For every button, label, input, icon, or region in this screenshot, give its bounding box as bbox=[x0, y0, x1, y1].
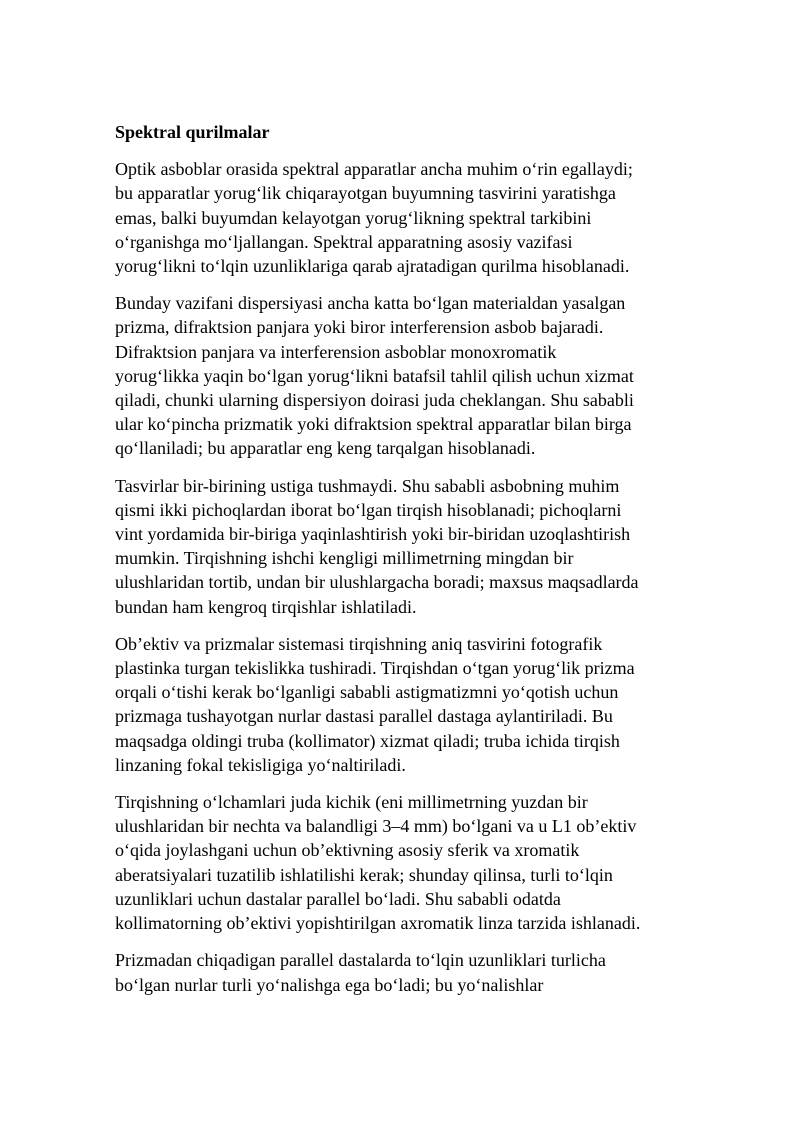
text-line: boʻlgan nurlar turli yoʻnalishga ega boʻladi; bu yoʻnalishlar bbox=[115, 974, 544, 995]
text-line: prizmaga tushayotgan nurlar dastasi parallel dastaga aylantiriladi. Bu bbox=[115, 706, 613, 727]
text-line: emas, balki buyumdan kelayotgan yorugʻlikning spektral tarkibini bbox=[115, 207, 592, 228]
paragraph-5 bbox=[115, 790, 745, 935]
text-line: ulushlaridan bir nechta va balandligi 3–4 mm) boʻlgani va u L1 obʼektiv bbox=[115, 816, 637, 837]
text-line: Prizmadan chiqadigan parallel dastalarda toʻlqin uzunliklari turlicha bbox=[115, 950, 606, 971]
text-line: Obʼektiv va prizmalar sistemasi tirqishning aniq tasvirini fotografik bbox=[115, 633, 603, 654]
text-line: Tirqishning oʻlchamlari juda kichik (eni millimetrning yuzdan bir bbox=[115, 792, 588, 813]
document-title: Spektral qurilmalar bbox=[115, 122, 270, 142]
text-line: vint yordamida bir-biriga yaqinlashtirish yoki bir-biridan uzoqlashtirish bbox=[115, 524, 631, 545]
text-line: Bunday vazifani dispersiyasi ancha katta boʻlgan materialdan yasalgan bbox=[115, 293, 626, 314]
text-line: Optik asboblar orasida spektral apparatlar ancha muhim oʻrin egallaydi; bbox=[115, 159, 633, 180]
paragraph-1 bbox=[115, 157, 745, 278]
paragraph-2 bbox=[115, 291, 745, 460]
paragraph-6 bbox=[115, 948, 745, 996]
text-line: plastinka turgan tekislikka tushiradi. Tirqishdan oʻtgan yorugʻlik prizma bbox=[115, 658, 635, 679]
text-line: Tasvirlar bir-birining ustiga tushmaydi. Shu sababli asbobning muhim bbox=[115, 475, 620, 496]
text-line: mumkin. Tirqishning ishchi kengligi millimetrning mingdan bir bbox=[115, 548, 574, 569]
text-line: qismi ikki pichoqlardan iborat boʻlgan tirqish hisoblanadi; pichoqlarni bbox=[115, 499, 622, 520]
text-line: Difraktsion panjara va interferension asboblar monoxromatik bbox=[115, 341, 557, 362]
text-line: oʻqida joylashgani uchun obʼektivning asosiy sferik va xromatik bbox=[115, 840, 580, 861]
text-line: yorugʻlikka yaqin boʻlgan yorugʻlikni batafsil tahlil qilish uchun xizmat bbox=[115, 365, 634, 386]
text-line: uzunliklari uchun dastalar parallel boʻladi. Shu sababli odatda bbox=[115, 888, 561, 909]
text-line: ulushlaridan tortib, undan bir ulushlargacha boradi; maxsus maqsadlarda bbox=[115, 572, 639, 593]
text-line: oʻrganishga moʻljallangan. Spektral apparatning asosiy vazifasi bbox=[115, 231, 573, 252]
text-line: linzaning fokal tekisligiga yoʻnaltiriladi. bbox=[115, 754, 406, 775]
text-line: maqsadga oldingi truba (kollimator) xizmat qiladi; truba ichida tirqish bbox=[115, 730, 620, 751]
text-line: aberatsiyalari tuzatilib ishlatilishi kerak; shunday qilinsa, turli toʻlqin bbox=[115, 864, 613, 885]
paragraph-3 bbox=[115, 474, 745, 619]
text-line: bundan ham kengroq tirqishlar ishlatiladi. bbox=[115, 596, 417, 617]
text-line: orqali oʻtishi kerak boʻlganligi sababli astigmatizmni yoʻqotish uchun bbox=[115, 682, 619, 703]
text-line: ular koʻpincha prizmatik yoki difraktsion spektral apparatlar bilan birga bbox=[115, 414, 632, 435]
text-line: qiladi, chunki ularning dispersiyon doirasi juda cheklangan. Shu sababli bbox=[115, 390, 634, 411]
text-line: kollimatorning obʼektivi yopishtirilgan axromatik linza tarzida ishlanadi. bbox=[115, 913, 641, 934]
text-line: prizma, difraktsion panjara yoki biror interferension asbob bajaradi. bbox=[115, 317, 604, 338]
text-line: bu apparatlar yorugʻlik chiqarayotgan buyumning tasvirini yaratishga bbox=[115, 183, 616, 204]
paragraph-4 bbox=[115, 632, 745, 777]
text-line: qoʻllaniladi; bu apparatlar eng keng tarqalgan hisoblanadi. bbox=[115, 438, 536, 459]
document-body bbox=[115, 120, 745, 1010]
text-line: yorugʻlikni toʻlqin uzunliklariga qarab ajratadigan qurilma hisoblanadi. bbox=[115, 256, 630, 277]
